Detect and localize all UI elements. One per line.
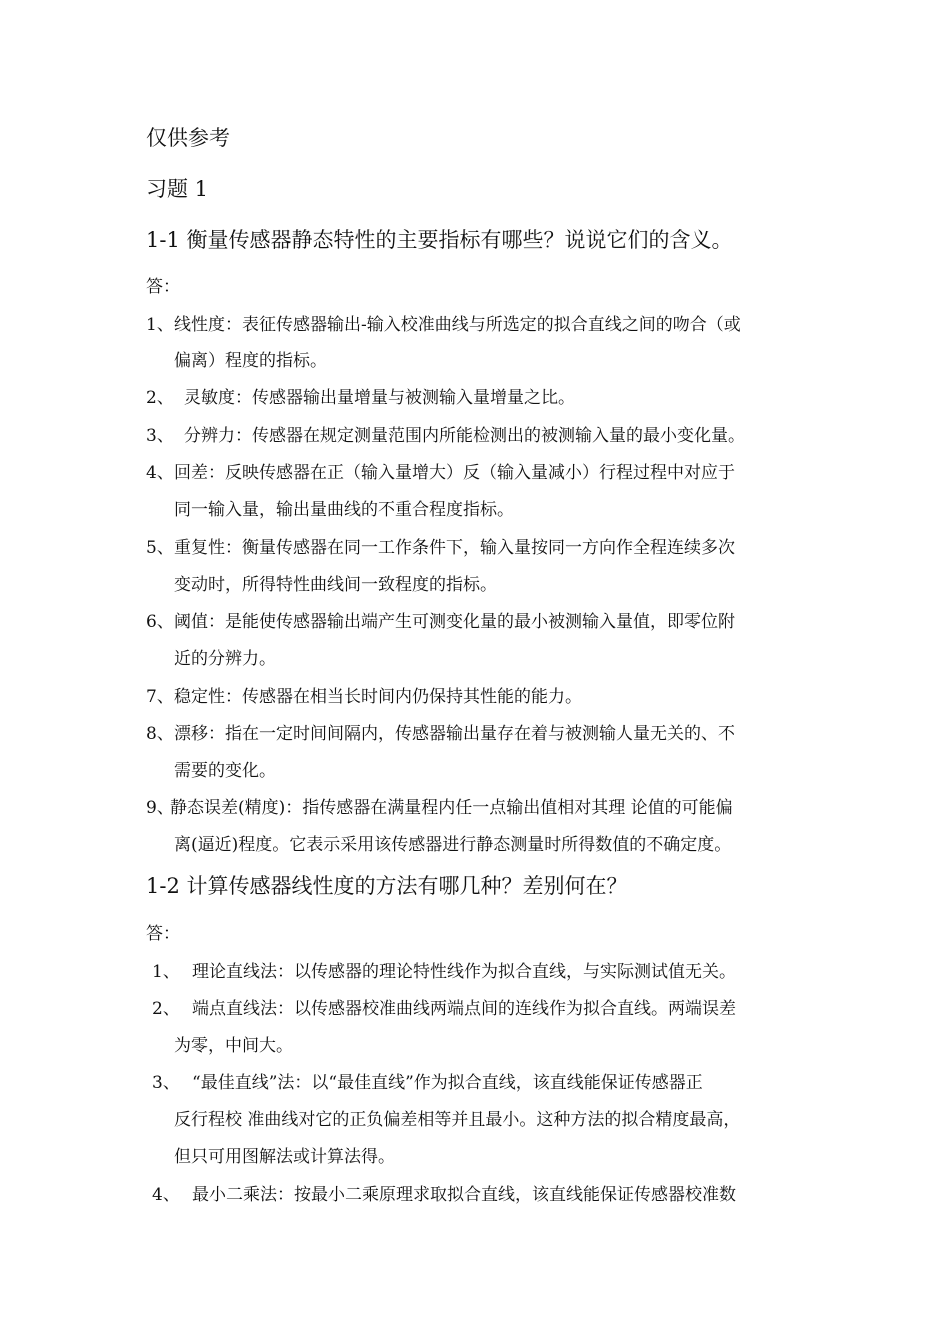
item-number: 1、 bbox=[152, 962, 180, 982]
item-number: 4、 bbox=[146, 463, 174, 483]
item-number: 3、 bbox=[152, 1073, 180, 1093]
item-number: 4、 bbox=[152, 1185, 180, 1205]
exercise-title: 习题 1 bbox=[146, 177, 209, 201]
item-text: 线性度：表征传感器输出-输入校准曲线与所选定的拟合直线之间的吻合（或 bbox=[174, 315, 741, 335]
item-continuation: 反行程校 准曲线对它的正负偏差相等并且最小。这种方法的拟合精度最高， bbox=[174, 1110, 741, 1130]
item-text: 最小二乘法：按最小二乘原理求取拟合直线，该直线能保证传感器校准数 bbox=[192, 1185, 736, 1205]
item-number: 1、 bbox=[146, 315, 174, 335]
item-text: 静态误差(精度)：指传感器在满量程内任一点输出值相对其理 论值的可能偏 bbox=[170, 798, 733, 818]
item-text: 理论直线法：以传感器的理论特性线作为拟合直线，与实际测试值无关。 bbox=[192, 962, 736, 982]
item-number: 8、 bbox=[146, 724, 174, 744]
item-number: 5、 bbox=[146, 538, 174, 558]
item-continuation: 偏离）程度的指标。 bbox=[174, 351, 327, 371]
item-number: 6、 bbox=[146, 612, 174, 632]
item-text: “最佳直线”法：以“最佳直线”作为拟合直线，该直线能保证传感器正 bbox=[192, 1073, 703, 1093]
item-number: 2、 bbox=[152, 999, 180, 1019]
item-text: 重复性：衡量传感器在同一工作条件下，输入量按同一方向作全程连续多次 bbox=[174, 538, 735, 558]
item-number: 7、 bbox=[146, 687, 174, 707]
item-text: 端点直线法：以传感器校准曲线两端点间的连线作为拟合直线。两端误差 bbox=[192, 999, 736, 1019]
question-1-2: 1-2 计算传感器线性度的方法有哪几种？差别何在？ bbox=[146, 874, 628, 898]
item-text: 灵敏度：传感器输出量增量与被测输入量增量之比。 bbox=[184, 388, 575, 408]
item-number: 2、 bbox=[146, 388, 174, 408]
reference-note: 仅供参考 bbox=[146, 126, 230, 150]
answer-label-1: 答： bbox=[146, 277, 180, 297]
item-continuation: 近的分辨力。 bbox=[174, 649, 276, 669]
item-text: 阈值：是能使传感器输出端产生可测变化量的最小被测输入量值，即零位附 bbox=[174, 612, 735, 632]
item-continuation: 为零，中间大。 bbox=[174, 1036, 293, 1056]
item-continuation: 需要的变化。 bbox=[174, 761, 276, 781]
item-continuation: 但只可用图解法或计算法得。 bbox=[174, 1147, 395, 1167]
item-text: 回差：反映传感器在正（输入量增大）反（输入量减小）行程过程中对应于 bbox=[174, 463, 735, 483]
item-text: 分辨力：传感器在规定测量范围内所能检测出的被测输入量的最小变化量。 bbox=[184, 426, 745, 446]
item-continuation: 同一输入量，输出量曲线的不重合程度指标。 bbox=[174, 500, 514, 520]
question-1-1: 1-1 衡量传感器静态特性的主要指标有哪些？说说它们的含义。 bbox=[146, 228, 733, 252]
item-number: 9、 bbox=[146, 798, 174, 818]
answer-label-2: 答： bbox=[146, 924, 180, 944]
item-continuation: 变动时，所得特性曲线间一致程度的指标。 bbox=[174, 575, 497, 595]
item-number: 3、 bbox=[146, 426, 174, 446]
item-text: 漂移：指在一定时间间隔内，传感器输出量存在着与被测输人量无关的、不 bbox=[174, 724, 735, 744]
item-text: 稳定性：传感器在相当长时间内仍保持其性能的能力。 bbox=[174, 687, 582, 707]
item-continuation: 离(逼近)程度。它表示采用该传感器进行静态测量时所得数值的不确定度。 bbox=[174, 835, 732, 855]
